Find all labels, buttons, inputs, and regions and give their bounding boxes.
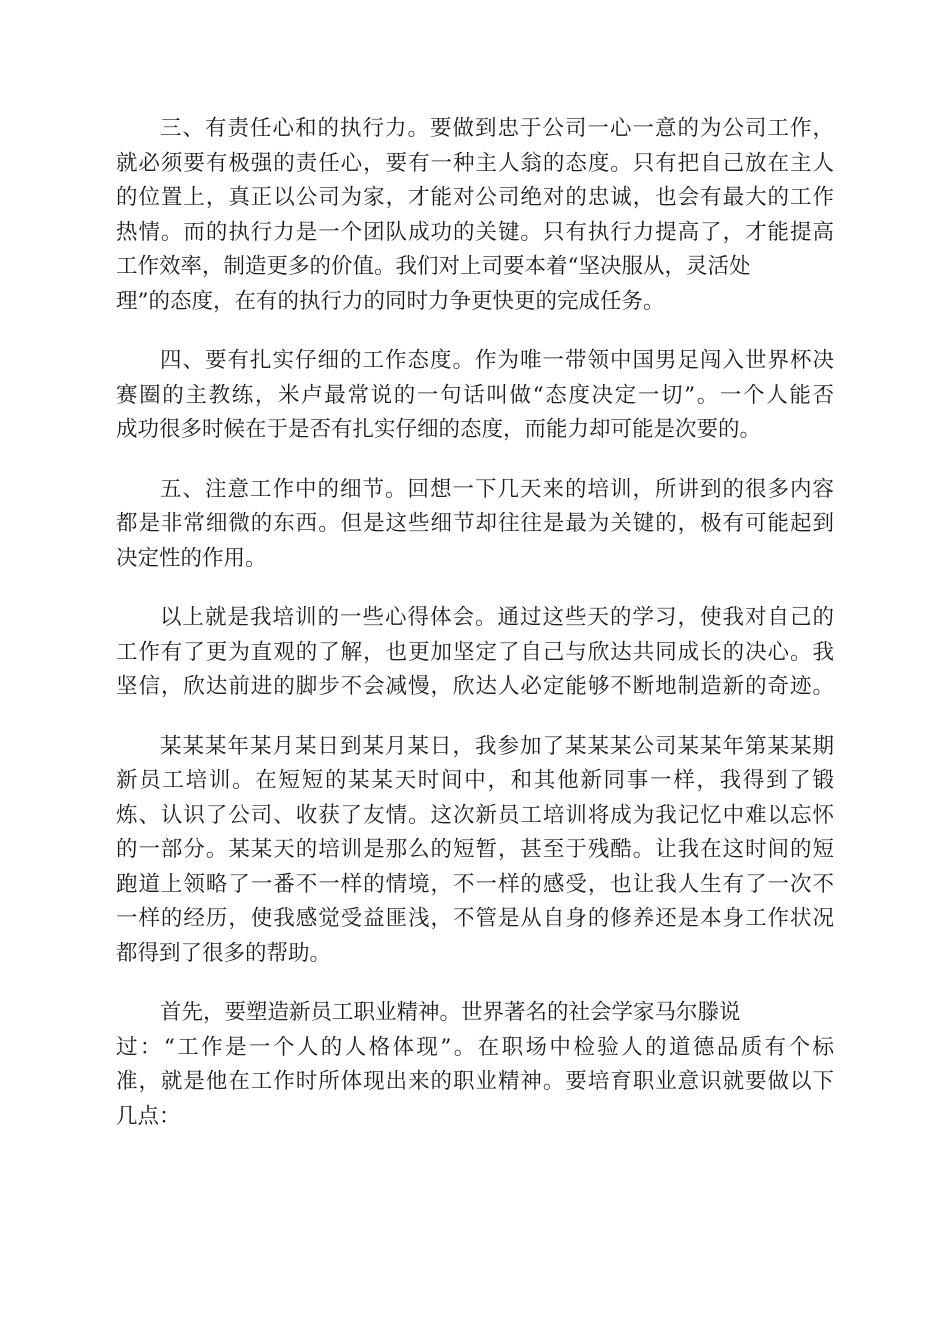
- text-line: 工作效率，制造更多的价值。我们对上司要本着“坚决服从，灵活处: [116, 254, 751, 279]
- paragraph-summary: [116, 601, 834, 705]
- text-line: 四、要有扎实仔细的工作态度。作为唯一带领中国男足闯入世界杯决: [160, 348, 834, 373]
- paragraph-details: [116, 473, 834, 577]
- paragraph-training-intro: [116, 730, 834, 972]
- paragraph-responsibility: [116, 112, 834, 319]
- text-line: 的一部分。某某天的培训是那么的短暂，甚至于残酷。让我在这时间的短: [116, 837, 834, 862]
- text-line: 的位置上，真正以公司为家，才能对公司绝对的忠诚，也会有最大的工作: [116, 185, 834, 210]
- text-line: 坚信，欣达前进的脚步不会减慢，欣达人必定能够不断地制造新的奇迹。: [116, 674, 834, 699]
- document-body: [116, 112, 834, 1159]
- text-line: 首先，要塑造新员工职业精神。世界著名的社会学家马尔滕说: [160, 1000, 741, 1025]
- text-line: 理”的态度，在有的执行力的同时力争更快更的完成任务。: [116, 288, 665, 314]
- text-line: 炼、认识了公司、收获了友情。这次新员工培训将成为我记忆中难以忘怀: [116, 802, 834, 828]
- paragraph-professional-spirit: [116, 996, 834, 1134]
- text-line: 工作有了更为直观的了解，也更加坚定了自己与欣达共同成长的决心。我: [116, 639, 834, 665]
- text-line: 跑道上领略了一番不一样的情境，不一样的感受，也让我人生有了一次不: [116, 871, 834, 897]
- text-line: 三、有责任心和的执行力。要做到忠于公司一心一意的为公司工作，: [160, 116, 834, 141]
- text-line: 热情。而的执行力是一个团队成功的关键。只有执行力提高了，才能提高: [116, 219, 834, 245]
- text-line: 赛圈的主教练，米卢最常说的一句话叫做“态度决定一切”。一个人能否: [116, 382, 834, 408]
- text-line: 都得到了很多的帮助。: [116, 940, 332, 966]
- text-line: 五、注意工作中的细节。回想一下几天来的培训，所讲到的很多内容: [160, 476, 834, 502]
- text-line: 都是非常细微的东西。但是这些细节却往往是最为关键的，极有可能起到: [116, 511, 834, 536]
- text-line: 准，就是他在工作时所体现出来的职业精神。要培育职业意识就要做以下: [116, 1069, 834, 1094]
- text-line: 以上就是我培训的一些心得体会。通过这些天的学习，使我对自己的: [160, 605, 834, 630]
- text-line: 就必须要有极强的责任心，要有一种主人翁的态度。只有把自己放在主人: [116, 150, 834, 176]
- text-line: 一样的经历，使我感觉受益匪浅，不管是从自身的修养还是本身工作状况: [116, 906, 834, 931]
- text-line: 某某某年某月某日到某月某日，我参加了某某某公司某某年第某某期: [160, 733, 834, 759]
- text-line: 决定性的作用。: [116, 545, 267, 571]
- text-line: 成功很多时候在于是否有扎实仔细的态度，而能力却可能是次要的。: [116, 417, 762, 442]
- text-line: 新员工培训。在短短的某某天时间中，和其他新同事一样，我得到了锻: [116, 768, 834, 793]
- paragraph-attitude: [116, 344, 834, 448]
- text-line: 过：“工作是一个人的人格体现”。在职场中检验人的道德品质有个标: [116, 1034, 834, 1060]
- text-line: 几点：: [116, 1103, 181, 1129]
